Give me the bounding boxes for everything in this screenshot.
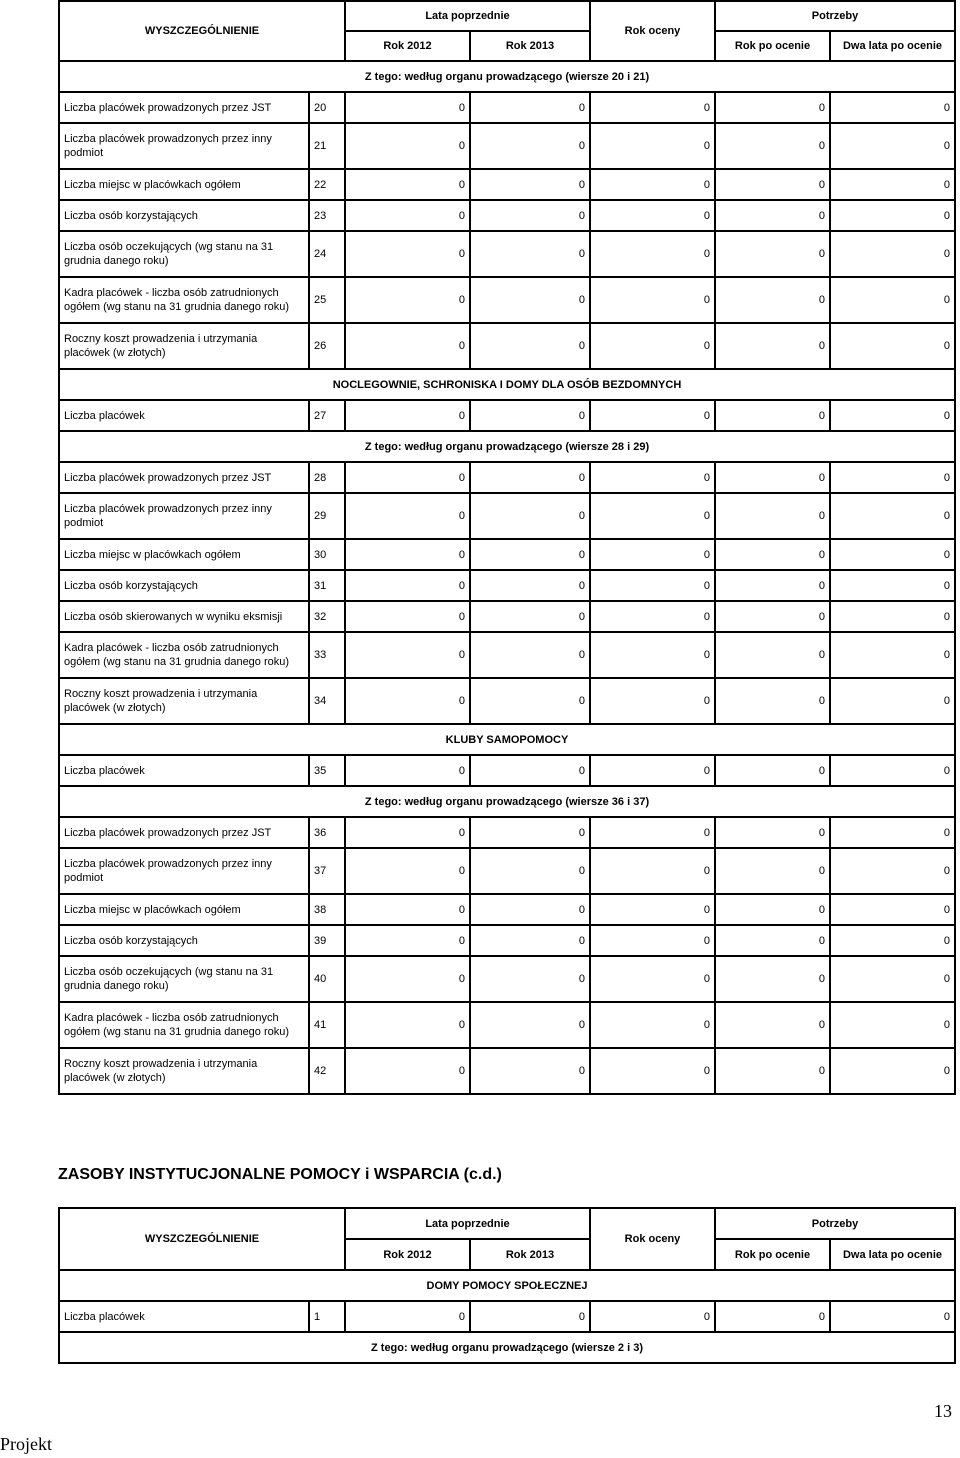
header-rok-2013: Rok 2013	[470, 1239, 590, 1270]
header-rok-oceny: Rok oceny	[590, 1, 715, 61]
value-cell: 0	[470, 462, 590, 493]
table-row	[59, 925, 955, 956]
table-row	[59, 277, 955, 323]
row-label: Roczny koszt prowadzenia i utrzymania placówek (w złotych)	[59, 678, 309, 724]
footer-label: Projekt	[0, 1434, 52, 1454]
value-cell: 0	[590, 231, 715, 277]
value-cell: 0	[715, 462, 830, 493]
row-number: 30	[309, 539, 345, 570]
value-cell: 0	[470, 925, 590, 956]
row-label: Liczba miejsc w placówkach ogółem	[59, 169, 309, 200]
row-label: Liczba placówek prowadzonych przez JST	[59, 462, 309, 493]
table-row	[59, 755, 955, 786]
table-row	[59, 1301, 955, 1332]
row-label: Liczba miejsc w placówkach ogółem	[59, 539, 309, 570]
value-cell: 0	[470, 678, 590, 724]
header-wyszczegolnienie: WYSZCZEGÓLNIENIE	[59, 1208, 345, 1270]
row-number: 23	[309, 200, 345, 231]
row-number: 35	[309, 755, 345, 786]
header-rok-oceny: Rok oceny	[590, 1208, 715, 1270]
value-cell: 0	[470, 400, 590, 431]
value-cell: 0	[345, 570, 470, 601]
value-cell: 0	[590, 817, 715, 848]
table-row	[59, 1048, 955, 1094]
table-row	[59, 956, 955, 1002]
value-cell: 0	[470, 755, 590, 786]
value-cell: 0	[830, 277, 955, 323]
value-cell: 0	[345, 462, 470, 493]
row-label: Kadra placówek - liczba osób zatrudnionych ogółem (wg stanu na 31 grudnia danego roku)	[59, 1002, 309, 1048]
value-cell: 0	[470, 894, 590, 925]
row-number: 33	[309, 632, 345, 678]
value-cell: 0	[715, 400, 830, 431]
value-cell: 0	[715, 92, 830, 123]
value-cell: 0	[345, 200, 470, 231]
header-lata-poprzednie: Lata poprzednie	[345, 1208, 590, 1239]
table-row	[59, 231, 955, 277]
table-row	[59, 462, 955, 493]
value-cell: 0	[345, 1301, 470, 1332]
value-cell: 0	[470, 277, 590, 323]
value-cell: 0	[715, 755, 830, 786]
value-cell: 0	[470, 200, 590, 231]
table-row	[59, 92, 955, 123]
row-number: 1	[309, 1301, 345, 1332]
table-row	[59, 539, 955, 570]
value-cell: 0	[830, 200, 955, 231]
value-cell: 0	[470, 1002, 590, 1048]
header-lata-poprzednie: Lata poprzednie	[345, 1, 590, 31]
value-cell: 0	[590, 956, 715, 1002]
value-cell: 0	[345, 678, 470, 724]
value-cell: 0	[830, 1301, 955, 1332]
row-number: 24	[309, 231, 345, 277]
value-cell: 0	[715, 539, 830, 570]
section-row	[59, 431, 955, 462]
value-cell: 0	[715, 231, 830, 277]
row-label: Roczny koszt prowadzenia i utrzymania placówek (w złotych)	[59, 323, 309, 369]
section-row	[59, 786, 955, 817]
value-cell: 0	[345, 755, 470, 786]
row-label: Kadra placówek - liczba osób zatrudnionych ogółem (wg stanu na 31 grudnia danego roku)	[59, 632, 309, 678]
value-cell: 0	[830, 632, 955, 678]
table-row	[59, 848, 955, 894]
value-cell: 0	[830, 678, 955, 724]
value-cell: 0	[590, 755, 715, 786]
value-cell: 0	[345, 632, 470, 678]
header-rok-2013: Rok 2013	[470, 31, 590, 61]
value-cell: 0	[715, 123, 830, 169]
table-row	[59, 493, 955, 539]
header-wyszczegolnienie: WYSZCZEGÓLNIENIE	[59, 1, 345, 61]
row-label: Liczba placówek prowadzonych przez JST	[59, 92, 309, 123]
value-cell: 0	[590, 493, 715, 539]
value-cell: 0	[715, 956, 830, 1002]
value-cell: 0	[590, 848, 715, 894]
header-rok-po-ocenie: Rok po ocenie	[715, 31, 830, 61]
row-number: 28	[309, 462, 345, 493]
row-number: 29	[309, 493, 345, 539]
value-cell: 0	[470, 817, 590, 848]
table-row	[59, 400, 955, 431]
row-number: 22	[309, 169, 345, 200]
table-continued-body	[59, 1208, 955, 1363]
section-title: DOMY POMOCY SPOŁECZNEJ	[59, 1270, 955, 1301]
value-cell: 0	[715, 493, 830, 539]
value-cell: 0	[345, 848, 470, 894]
value-cell: 0	[830, 894, 955, 925]
value-cell: 0	[715, 817, 830, 848]
section-row	[59, 1270, 955, 1301]
value-cell: 0	[590, 894, 715, 925]
row-number: 36	[309, 817, 345, 848]
header-row-1	[59, 1, 955, 31]
row-number: 42	[309, 1048, 345, 1094]
value-cell: 0	[830, 925, 955, 956]
section-row	[59, 724, 955, 755]
section-title: KLUBY SAMOPOMOCY	[59, 724, 955, 755]
value-cell: 0	[345, 493, 470, 539]
value-cell: 0	[715, 277, 830, 323]
value-cell: 0	[345, 123, 470, 169]
value-cell: 0	[830, 462, 955, 493]
row-number: 26	[309, 323, 345, 369]
value-cell: 0	[345, 1002, 470, 1048]
value-cell: 0	[715, 1301, 830, 1332]
value-cell: 0	[345, 925, 470, 956]
table-continued	[58, 1207, 956, 1364]
value-cell: 0	[590, 462, 715, 493]
value-cell: 0	[470, 493, 590, 539]
value-cell: 0	[470, 570, 590, 601]
value-cell: 0	[470, 231, 590, 277]
header-rok-2012: Rok 2012	[345, 31, 470, 61]
table-row	[59, 601, 955, 632]
value-cell: 0	[715, 1048, 830, 1094]
row-number: 20	[309, 92, 345, 123]
row-number: 25	[309, 277, 345, 323]
value-cell: 0	[830, 1002, 955, 1048]
header-dwa-lata: Dwa lata po ocenie	[830, 31, 955, 61]
section-title: Z tego: według organu prowadzącego (wiersze 20 i 21)	[59, 61, 955, 92]
row-number: 34	[309, 678, 345, 724]
header-row-1	[59, 1208, 955, 1239]
value-cell: 0	[345, 894, 470, 925]
value-cell: 0	[830, 570, 955, 601]
row-number: 21	[309, 123, 345, 169]
row-number: 38	[309, 894, 345, 925]
value-cell: 0	[590, 123, 715, 169]
value-cell: 0	[830, 1048, 955, 1094]
value-cell: 0	[715, 169, 830, 200]
table-row	[59, 894, 955, 925]
value-cell: 0	[345, 231, 470, 277]
row-number: 31	[309, 570, 345, 601]
value-cell: 0	[345, 1048, 470, 1094]
value-cell: 0	[345, 817, 470, 848]
value-cell: 0	[830, 601, 955, 632]
row-label: Liczba miejsc w placówkach ogółem	[59, 894, 309, 925]
value-cell: 0	[590, 925, 715, 956]
page-number: 13	[934, 1401, 952, 1421]
table-row	[59, 323, 955, 369]
value-cell: 0	[715, 632, 830, 678]
value-cell: 0	[470, 539, 590, 570]
value-cell: 0	[830, 92, 955, 123]
value-cell: 0	[470, 1048, 590, 1094]
row-number: 39	[309, 925, 345, 956]
value-cell: 0	[345, 323, 470, 369]
section2-title: ZASOBY INSTYTUCJONALNE POMOCY i WSPARCIA (c.d.)	[58, 1166, 502, 1183]
table-row	[59, 123, 955, 169]
section-title: Z tego: według organu prowadzącego (wiersze 36 i 37)	[59, 786, 955, 817]
row-number: 40	[309, 956, 345, 1002]
value-cell: 0	[590, 200, 715, 231]
value-cell: 0	[470, 601, 590, 632]
value-cell: 0	[590, 323, 715, 369]
row-label: Liczba osób oczekujących (wg stanu na 31 grudnia danego roku)	[59, 231, 309, 277]
value-cell: 0	[830, 817, 955, 848]
table-row	[59, 169, 955, 200]
header-rok-2012: Rok 2012	[345, 1239, 470, 1270]
row-label: Liczba placówek prowadzonych przez inny podmiot	[59, 123, 309, 169]
row-label: Liczba osób oczekujących (wg stanu na 31 grudnia danego roku)	[59, 956, 309, 1002]
table-main	[58, 0, 956, 1095]
table-row	[59, 632, 955, 678]
value-cell: 0	[715, 894, 830, 925]
row-label: Liczba placówek prowadzonych przez JST	[59, 817, 309, 848]
value-cell: 0	[470, 848, 590, 894]
section-title: NOCLEGOWNIE, SCHRONISKA I DOMY DLA OSÓB BEZDOMNYCH	[59, 369, 955, 400]
row-label: Liczba osób korzystających	[59, 200, 309, 231]
value-cell: 0	[345, 277, 470, 323]
value-cell: 0	[470, 323, 590, 369]
table-row	[59, 1002, 955, 1048]
value-cell: 0	[590, 678, 715, 724]
section-row	[59, 369, 955, 400]
value-cell: 0	[590, 169, 715, 200]
header-potrzeby: Potrzeby	[715, 1, 955, 31]
row-label: Roczny koszt prowadzenia i utrzymania placówek (w złotych)	[59, 1048, 309, 1094]
value-cell: 0	[830, 123, 955, 169]
value-cell: 0	[830, 848, 955, 894]
value-cell: 0	[590, 1002, 715, 1048]
value-cell: 0	[345, 601, 470, 632]
value-cell: 0	[590, 570, 715, 601]
value-cell: 0	[715, 601, 830, 632]
value-cell: 0	[715, 200, 830, 231]
row-number: 41	[309, 1002, 345, 1048]
row-label: Liczba osób korzystających	[59, 925, 309, 956]
row-label: Liczba placówek	[59, 755, 309, 786]
value-cell: 0	[830, 956, 955, 1002]
row-number: 27	[309, 400, 345, 431]
section-title: Z tego: według organu prowadzącego (wiersze 2 i 3)	[59, 1332, 955, 1363]
row-label: Liczba placówek prowadzonych przez inny podmiot	[59, 493, 309, 539]
value-cell: 0	[470, 123, 590, 169]
table-main-body	[59, 1, 955, 1094]
table-row	[59, 678, 955, 724]
value-cell: 0	[345, 539, 470, 570]
value-cell: 0	[590, 400, 715, 431]
row-number: 32	[309, 601, 345, 632]
row-number: 37	[309, 848, 345, 894]
value-cell: 0	[470, 92, 590, 123]
value-cell: 0	[830, 323, 955, 369]
row-label: Liczba osób korzystających	[59, 570, 309, 601]
value-cell: 0	[830, 169, 955, 200]
value-cell: 0	[470, 169, 590, 200]
value-cell: 0	[590, 92, 715, 123]
row-label: Kadra placówek - liczba osób zatrudnionych ogółem (wg stanu na 31 grudnia danego roku)	[59, 277, 309, 323]
value-cell: 0	[715, 323, 830, 369]
value-cell: 0	[470, 1301, 590, 1332]
row-label: Liczba placówek prowadzonych przez inny podmiot	[59, 848, 309, 894]
value-cell: 0	[345, 956, 470, 1002]
value-cell: 0	[830, 400, 955, 431]
value-cell: 0	[345, 92, 470, 123]
row-label: Liczba placówek	[59, 1301, 309, 1332]
value-cell: 0	[590, 539, 715, 570]
value-cell: 0	[830, 539, 955, 570]
value-cell: 0	[715, 570, 830, 601]
section-title: Z tego: według organu prowadzącego (wiersze 28 i 29)	[59, 431, 955, 462]
section-row	[59, 61, 955, 92]
value-cell: 0	[590, 1301, 715, 1332]
value-cell: 0	[345, 169, 470, 200]
value-cell: 0	[830, 755, 955, 786]
value-cell: 0	[715, 925, 830, 956]
header-rok-po-ocenie: Rok po ocenie	[715, 1239, 830, 1270]
value-cell: 0	[590, 277, 715, 323]
header-potrzeby: Potrzeby	[715, 1208, 955, 1239]
header-dwa-lata: Dwa lata po ocenie	[830, 1239, 955, 1270]
table-row	[59, 200, 955, 231]
row-label: Liczba placówek	[59, 400, 309, 431]
value-cell: 0	[590, 1048, 715, 1094]
row-label: Liczba osób skierowanych w wyniku eksmisji	[59, 601, 309, 632]
value-cell: 0	[830, 493, 955, 539]
value-cell: 0	[590, 632, 715, 678]
value-cell: 0	[830, 231, 955, 277]
section-row	[59, 1332, 955, 1363]
value-cell: 0	[715, 848, 830, 894]
value-cell: 0	[715, 1002, 830, 1048]
value-cell: 0	[345, 400, 470, 431]
table-row	[59, 817, 955, 848]
value-cell: 0	[470, 632, 590, 678]
table-row	[59, 570, 955, 601]
value-cell: 0	[715, 678, 830, 724]
value-cell: 0	[590, 601, 715, 632]
value-cell: 0	[470, 956, 590, 1002]
